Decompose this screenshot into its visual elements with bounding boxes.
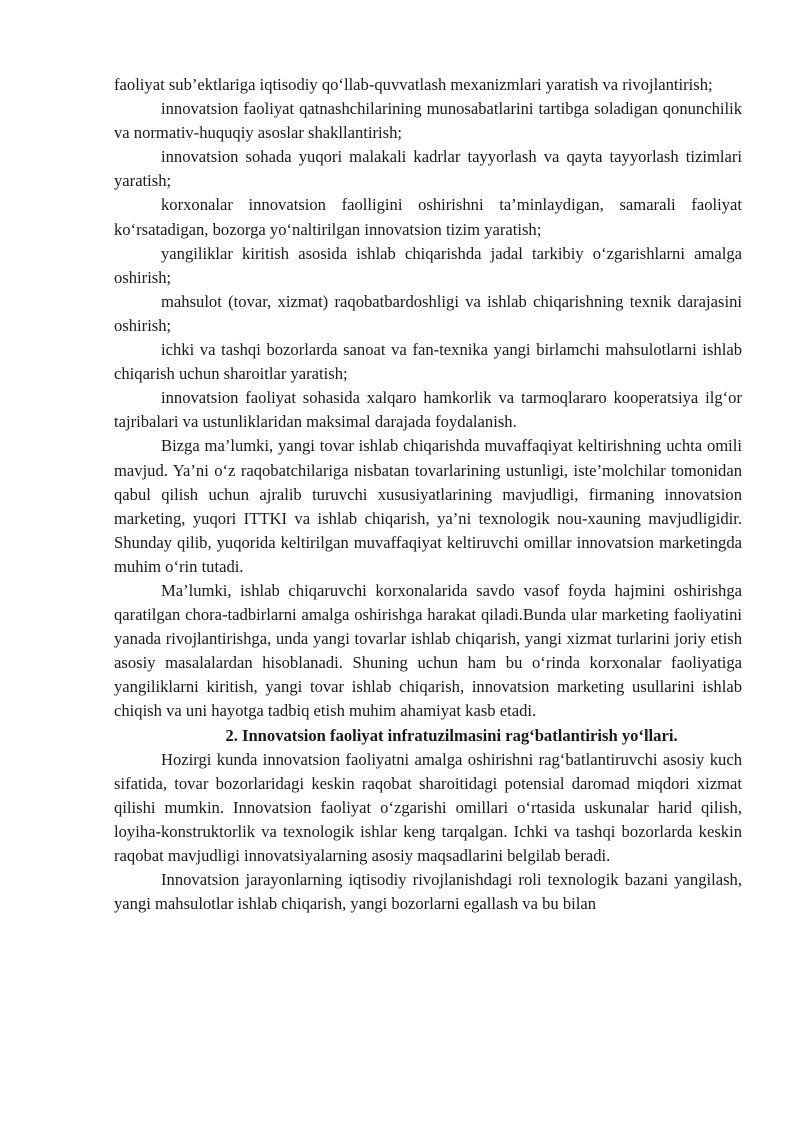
paragraph: faoliyat sub’ektlariga iqtisodiy qo‘llab-quvvatlash mexanizmlari yaratish va rivojlantirish; [114, 75, 713, 94]
paragraph: innovatsion sohada yuqori malakali kadrlar tayyorlash va qayta tayyorlash tizimlari yaratish; [114, 147, 742, 191]
paragraph: korxonalar innovatsion faolligini oshirishni ta’minlaydigan, samarali faoliyat ko‘rsatadigan, bozorga yo‘naltirilgan innovatsion tizim yaratish; [114, 195, 742, 239]
paragraph: Ma’lumki, ishlab chiqaruvchi korxonalarida savdo vasof foyda hajmini oshirishga qaratilgan chora-tadbirlarni amalga oshirishga harakat qiladi.Bunda ular marketing faoliyatini yanada rivojlantirishga, unda yangi tovarlar ishlab chiqarish, yangi xizmat turlarini joriy etish asosiy masalalardan hisoblanadi. Shuning uchun ham bu o‘rinda korxonalar faoliyatiga yangiliklarni kiritish, yangi tovar ishlab chiqarish, innovatsion marketing usullarini ishlab chiqish va uni hayotga tadbiq etish muhim ahamiyat kasb etadi. [114, 580, 742, 721]
paragraph: innovatsion faoliyat qatnashchilarining munosabatlarini tartibga soladigan qonunchilik va normativ-huquqiy asoslar shakllantirish; [114, 99, 742, 143]
paragraph: Innovatsion jarayonlarning iqtisodiy rivojlanishdagi roli texnologik bazani yangilash, yangi mahsulotlar ishlab chiqarish, yangi bozorlarni egallash va bu bilan [114, 870, 742, 914]
paragraph: mahsulot (tovar, xizmat) raqobatbardoshligi va ishlab chiqarishning texnik darajasini oshirish; [114, 291, 742, 335]
paragraph: Hozirgi kunda innovatsion faoliyatni amalga oshirishni rag‘batlantiruvchi asosiy kuch sifatida, tovar bozorlaridagi keskin raqobat sharoitidagi potensial daromad miqdori xizmat qilishi mumkin. Innovatsion faoliyat o‘zgarishi omillari o‘rtasida uskunalar harid qilish, loyiha-konstruktorlik va texnologik ishlar keng tarqalgan. Ichki va tashqi bozorlarda keskin raqobat mavjudligi innovatsiyalarning asosiy maqsadlarini belgilab beradi. [114, 749, 742, 865]
document-page [114, 73, 742, 916]
paragraph: ichki va tashqi bozorlarda sanoat va fan-texnika yangi birlamchi mahsulotlarni ishlab chiqarish uchun sharoitlar yaratish; [114, 340, 742, 384]
paragraph: Bizga ma’lumki, yangi tovar ishlab chiqarishda muvaffaqiyat keltirishning uchta omili mavjud. Ya’ni o‘z raqobatchilariga nisbatan tovarlarining ustunligi, iste’molchilar tomonidan qabul qilish uchun ajralib turuvchi xususiyatlarining mavjudligi, firmaning innovatsion marketing, yuqori ITTKI va ishlab chiqarish, ya’ni texnologik nou-xauning mavjudligidir. Shunday qilib, yuqorida keltirilgan muvaffaqiyat keltiruvchi omillar innovatsion marketingda muhim o‘rin tutadi. [114, 436, 742, 576]
section-heading: 2. Innovatsion faoliyat infratuzilmasini rag‘batlantirish yo‘llari. [225, 725, 678, 745]
paragraph: yangiliklar kiritish asosida ishlab chiqarishda jadal tarkibiy o‘zgarishlarni amalga oshirish; [114, 243, 742, 287]
paragraph: innovatsion faoliyat sohasida xalqaro hamkorlik va tarmoqlararo kooperatsiya ilg‘or tajribalari va ustunliklaridan maksimal darajada foydalanish. [114, 388, 742, 432]
